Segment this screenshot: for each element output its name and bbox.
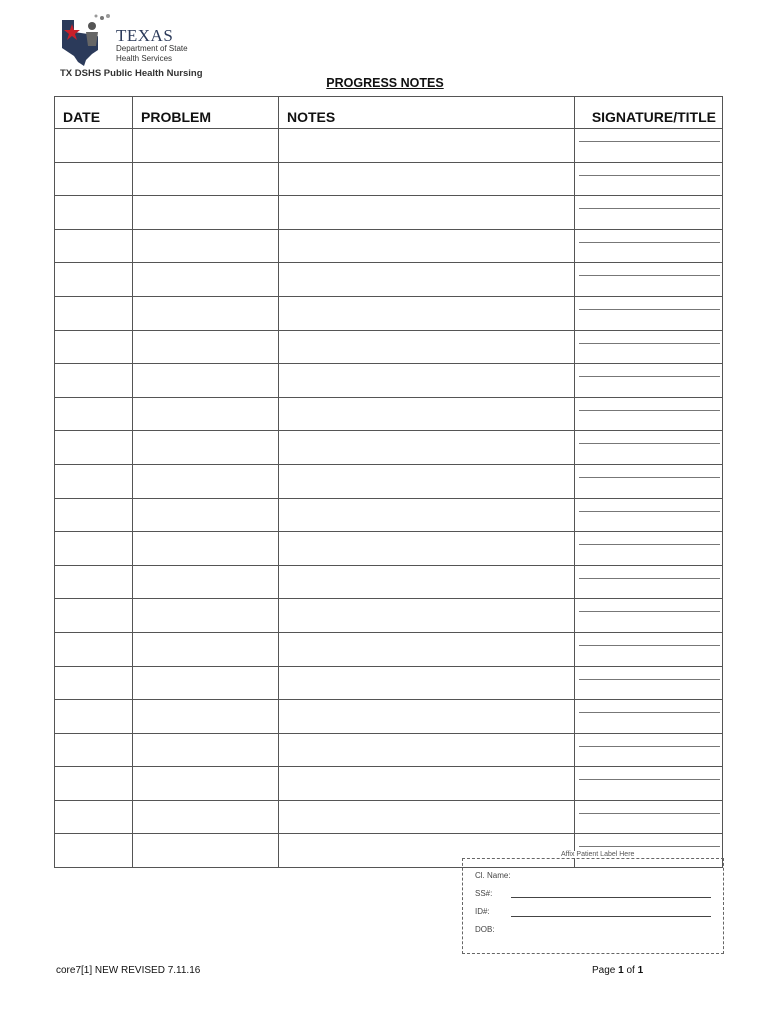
signature-line [579,511,720,512]
signature-cell[interactable] [575,733,723,767]
signature-line [579,175,720,176]
date-cell[interactable] [55,498,133,532]
table-row [55,263,723,297]
notes-cell[interactable] [279,800,575,834]
ss-label: SS#: [475,889,493,898]
client-name-label: Cl. Name: [475,871,511,880]
column-header-date: DATE [55,97,133,129]
notes-cell[interactable] [279,397,575,431]
signature-line [579,846,720,847]
date-cell[interactable] [55,330,133,364]
page-total: 1 [637,965,644,976]
table-row [55,397,723,431]
signature-cell[interactable] [575,800,723,834]
signature-line [579,712,720,713]
notes-cell[interactable] [279,196,575,230]
notes-cell[interactable] [279,129,575,163]
notes-cell[interactable] [279,666,575,700]
patient-label-box [462,851,724,954]
date-cell[interactable] [55,700,133,734]
date-cell[interactable] [55,565,133,599]
date-cell[interactable] [55,767,133,801]
notes-cell[interactable] [279,565,575,599]
table-row [55,733,723,767]
table-body [55,129,723,868]
problem-cell[interactable] [133,464,279,498]
date-cell[interactable] [55,397,133,431]
id-field[interactable] [511,916,711,917]
date-cell[interactable] [55,666,133,700]
date-cell[interactable] [55,129,133,163]
notes-cell[interactable] [279,464,575,498]
logo-subtitle: TX DSHS Public Health Nursing [60,68,203,79]
problem-cell[interactable] [133,296,279,330]
signature-line [579,242,720,243]
column-header-notes: NOTES [279,97,575,129]
table-row [55,464,723,498]
notes-cell[interactable] [279,162,575,196]
table-row [55,330,723,364]
table-row [55,666,723,700]
problem-cell[interactable] [133,431,279,465]
progress-notes-table [54,96,723,868]
notes-cell[interactable] [279,364,575,398]
texas-shape-icon [58,12,118,66]
problem-cell[interactable] [133,599,279,633]
table-row [55,800,723,834]
notes-cell[interactable] [279,532,575,566]
date-cell[interactable] [55,599,133,633]
column-header-signature: SIGNATURE/TITLE [575,97,723,129]
table-row [55,700,723,734]
problem-cell[interactable] [133,565,279,599]
signature-line [579,679,720,680]
form-title: PROGRESS NOTES [326,76,444,90]
problem-cell[interactable] [133,733,279,767]
signature-line [579,477,720,478]
id-label: ID#: [475,907,490,916]
notes-cell[interactable] [279,767,575,801]
signature-cell[interactable] [575,196,723,230]
notes-cell[interactable] [279,498,575,532]
signature-line [579,309,720,310]
problem-cell[interactable] [133,700,279,734]
date-cell[interactable] [55,431,133,465]
signature-cell[interactable] [575,296,723,330]
notes-cell[interactable] [279,229,575,263]
problem-cell[interactable] [133,498,279,532]
problem-cell[interactable] [133,364,279,398]
signature-cell[interactable] [575,498,723,532]
table-row [55,229,723,263]
table-row [55,498,723,532]
signature-line [579,410,720,411]
signature-cell[interactable] [575,431,723,465]
signature-cell[interactable] [575,632,723,666]
signature-line [579,746,720,747]
signature-line [579,779,720,780]
date-cell[interactable] [55,834,133,868]
date-cell[interactable] [55,532,133,566]
table-header-row [55,97,723,129]
problem-cell[interactable] [133,532,279,566]
signature-cell[interactable] [575,330,723,364]
table-row [55,565,723,599]
date-cell[interactable] [55,464,133,498]
table-row [55,431,723,465]
signature-cell[interactable] [575,700,723,734]
column-header-problem: PROBLEM [133,97,279,129]
notes-cell[interactable] [279,330,575,364]
date-cell[interactable] [55,800,133,834]
signature-cell[interactable] [575,229,723,263]
signature-line [579,544,720,545]
signature-line [579,376,720,377]
problem-cell[interactable] [133,666,279,700]
notes-cell[interactable] [279,431,575,465]
problem-cell[interactable] [133,263,279,297]
notes-cell[interactable] [279,632,575,666]
dshs-logo [58,12,208,82]
signature-line [579,141,720,142]
signature-line [579,208,720,209]
signature-line [579,611,720,612]
signature-cell[interactable] [575,162,723,196]
dob-label: DOB: [475,925,495,934]
table-row [55,767,723,801]
table-row [55,296,723,330]
signature-cell[interactable] [575,263,723,297]
page-number [592,965,643,976]
problem-cell[interactable] [133,129,279,163]
problem-cell[interactable] [133,229,279,263]
table-row [55,364,723,398]
notes-cell[interactable] [279,296,575,330]
signature-line [579,813,720,814]
table-row [55,162,723,196]
page-of: of [626,965,635,976]
signature-cell[interactable] [575,397,723,431]
signature-line [579,578,720,579]
form-code: core7[1] NEW REVISED 7.11.16 [56,965,201,976]
signature-cell[interactable] [575,666,723,700]
date-cell[interactable] [55,263,133,297]
notes-cell[interactable] [279,263,575,297]
problem-cell[interactable] [133,800,279,834]
problem-cell[interactable] [133,162,279,196]
signature-cell[interactable] [575,599,723,633]
ss-field[interactable] [511,897,711,898]
signature-line [579,443,720,444]
table-row [55,129,723,163]
logo-texas-wordmark: TEXAS [116,26,174,45]
notes-cell[interactable] [279,599,575,633]
problem-cell[interactable] [133,196,279,230]
problem-cell[interactable] [133,767,279,801]
signature-cell[interactable] [575,129,723,163]
notes-cell[interactable] [279,733,575,767]
date-cell[interactable] [55,296,133,330]
signature-cell[interactable] [575,364,723,398]
problem-cell[interactable] [133,330,279,364]
signature-cell[interactable] [575,767,723,801]
table-row [55,599,723,633]
signature-line [579,645,720,646]
patient-label-heading: Affix Patient Label Here [561,851,635,858]
problem-cell[interactable] [133,397,279,431]
signature-cell[interactable] [575,532,723,566]
date-cell[interactable] [55,364,133,398]
table-row [55,532,723,566]
date-cell[interactable] [55,733,133,767]
date-cell[interactable] [55,196,133,230]
notes-cell[interactable] [279,700,575,734]
signature-cell[interactable] [575,464,723,498]
logo-department: Department of State Health Services [116,44,188,63]
problem-cell[interactable] [133,834,279,868]
signature-line [579,275,720,276]
signature-line [579,343,720,344]
page-current: 1 [618,965,624,976]
signature-cell[interactable] [575,565,723,599]
date-cell[interactable] [55,162,133,196]
page-prefix: Page [592,965,616,976]
date-cell[interactable] [55,229,133,263]
table-row [55,196,723,230]
problem-cell[interactable] [133,632,279,666]
table-row [55,632,723,666]
date-cell[interactable] [55,632,133,666]
